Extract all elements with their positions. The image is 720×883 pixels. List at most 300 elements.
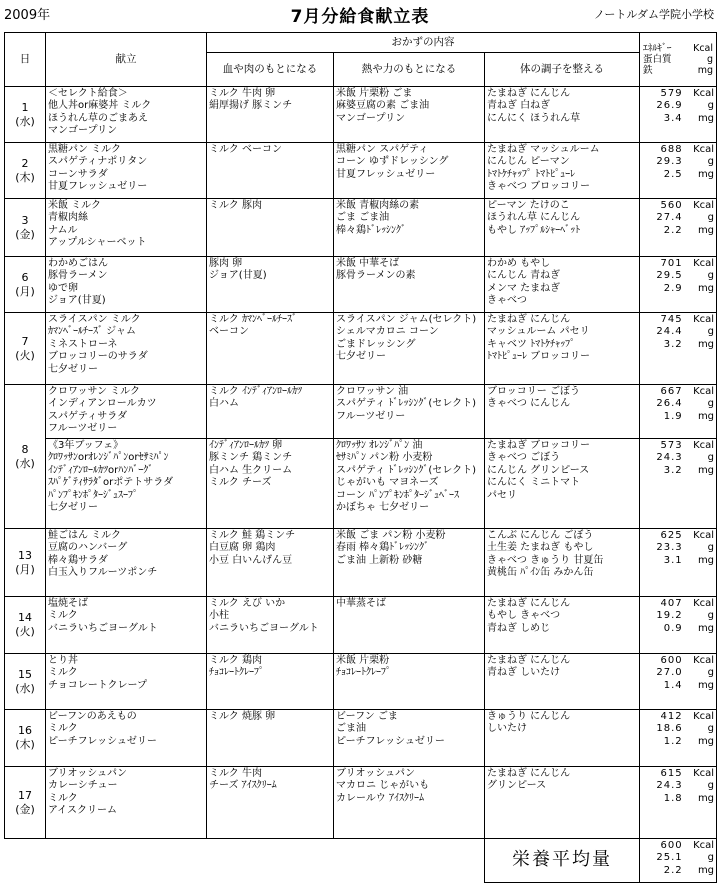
- blood-meat-cell-line: 白ハム: [209, 398, 239, 410]
- blood-meat-cell: [207, 199, 334, 257]
- iron-unit: mg: [697, 679, 715, 691]
- energy-unit: Kcal: [693, 144, 715, 155]
- day-weekday: (木): [15, 170, 35, 184]
- protein-unit: g: [707, 156, 715, 168]
- iron-value: 3.2: [663, 338, 683, 350]
- protein-value: 23.3: [656, 542, 683, 554]
- iron-value: 1.9: [663, 410, 683, 422]
- body-condition-cell: [485, 710, 640, 767]
- menu-cell-line: ビーフンのあえもの: [48, 711, 137, 722]
- heat-energy-cell-line: 棒々鶏ﾄﾞﾚｯｼﾝｸﾞ: [336, 224, 406, 236]
- iron-value: 3.1: [663, 554, 683, 566]
- heat-energy-cell: [334, 313, 485, 385]
- menu-cell: [46, 143, 207, 199]
- menu-cell-line: ミルク: [48, 610, 78, 622]
- body-condition-cell-line: ﾄﾏﾄｹﾁｬｯﾌﾟ ﾄﾏﾄﾋﾟｭｰﾚ: [487, 168, 576, 180]
- blood-meat-cell: [207, 710, 334, 767]
- heat-energy-cell-line: コーン ゆずドレッシング: [336, 156, 449, 168]
- blood-meat-cell-line: 小柱: [209, 610, 229, 622]
- nutrition-cell: [640, 199, 717, 257]
- menu-cell-line: スライスパン ミルク: [48, 314, 141, 325]
- iron-unit: mg: [697, 224, 715, 236]
- menu-cell-line: フルーツゼリー: [48, 423, 118, 435]
- nutrition-cell: [640, 597, 717, 654]
- body-condition-cell: [485, 767, 640, 839]
- menu-cell-line: クロワッサン ミルク: [48, 386, 140, 397]
- iron-unit: mg: [697, 792, 715, 804]
- menu-cell-line: アイスクリーム: [48, 805, 117, 817]
- heat-energy-cell-line: 甘夏フレッシュゼリー: [336, 168, 436, 180]
- menu-cell-line: ジョア(甘夏): [48, 295, 106, 307]
- table-row: [5, 313, 717, 385]
- iron-value: 3.2: [663, 464, 683, 476]
- heat-energy-cell-line: マンゴープリン: [336, 112, 406, 124]
- body-condition-cell-line: にんにく ミニトマト: [487, 477, 581, 489]
- body-condition-cell: [485, 143, 640, 199]
- day-date: 13: [18, 548, 32, 562]
- blood-meat-cell-line: バニラいちごヨーグルト: [209, 622, 319, 634]
- body-condition-cell-line: 青ねぎ しめじ: [487, 622, 551, 634]
- body-condition-cell: [485, 385, 640, 439]
- body-condition-cell-line: 黄桃缶 ﾊﾟｲﾝ缶 みかん缶: [487, 567, 594, 579]
- iron-unit: mg: [697, 464, 715, 476]
- menu-cell: [46, 257, 207, 313]
- day-date: 1: [21, 100, 29, 114]
- menu-cell-line: ミルク: [48, 723, 78, 735]
- body-condition-cell-line: きゃべつ きゅうり 甘夏缶: [487, 554, 604, 566]
- heat-energy-cell: [334, 143, 485, 199]
- day-cell: [5, 654, 46, 710]
- body-condition-cell-line: しいたけ: [487, 723, 527, 735]
- energy-unit: Kcal: [693, 768, 715, 779]
- protein-value: 24.4: [656, 326, 683, 338]
- body-condition-cell-line: たまねぎ マッシュルーム: [487, 144, 600, 155]
- protein-value: 25.1: [656, 852, 683, 864]
- day-date: 6: [21, 270, 29, 284]
- iron-value: 3.4: [663, 112, 683, 124]
- day-cell: [5, 257, 46, 313]
- menu-cell-line: ナムル: [48, 224, 78, 236]
- iron-unit: mg: [697, 622, 715, 634]
- body-condition-cell-line: きゃべつ にんじん: [487, 398, 571, 410]
- body-condition-cell-line: メンマ たまねぎ: [487, 282, 561, 294]
- body-condition-cell-line: にんじん グリンピース: [487, 464, 590, 476]
- protein-value: 27.0: [656, 667, 683, 679]
- menu-cell-line: スパゲティサラダ: [48, 410, 128, 422]
- menu-cell: [46, 313, 207, 385]
- average-row: [5, 839, 717, 883]
- heat-energy-cell-line: じゃがいも マヨネーズ: [336, 477, 439, 489]
- body-condition-cell-line: ブロッコリー ごぼう: [487, 386, 580, 397]
- heat-energy-cell: [334, 767, 485, 839]
- energy-unit: Kcal: [693, 655, 715, 666]
- energy-unit: Kcal: [693, 200, 715, 211]
- table-row: [5, 199, 717, 257]
- energy-value: 407: [660, 598, 683, 609]
- blood-meat-cell: [207, 654, 334, 710]
- body-condition-cell-line: こんぶ にんじん ごぼう: [487, 530, 594, 541]
- protein-unit: g: [707, 780, 715, 792]
- average-spacer: [5, 839, 485, 883]
- heat-energy-cell-line: マカロニ じゃがいも: [336, 780, 430, 792]
- body-condition-cell-line: 青ねぎ しいたけ: [487, 667, 561, 679]
- table-row: [5, 654, 717, 710]
- menu-cell: [46, 385, 207, 439]
- day-weekday: (金): [15, 802, 35, 816]
- energy-unit: Kcal: [693, 711, 715, 722]
- iron-unit: mg: [697, 282, 715, 294]
- menu-cell-line: カレーシチュー: [48, 780, 118, 792]
- heat-energy-cell-line: 中華蒸そば: [336, 598, 386, 609]
- day-cell: [5, 767, 46, 839]
- heat-energy-cell-line: フルーツゼリー: [336, 410, 406, 422]
- iron-value: 2.5: [663, 168, 683, 180]
- energy-value: 579: [660, 88, 683, 99]
- heat-energy-cell-line: クロワッサン 油: [336, 386, 409, 397]
- day-cell: [5, 710, 46, 767]
- heat-energy-cell-line: かぼちゃ 七夕ゼリー: [336, 501, 430, 513]
- body-condition-cell-line: わかめ もやし: [487, 258, 551, 269]
- heat-energy-cell-line: ﾁｮｺﾚｰﾄｸﾚｰﾌﾟ: [336, 667, 391, 679]
- day-weekday: (水): [15, 456, 35, 470]
- menu-cell: [46, 767, 207, 839]
- heat-energy-cell-line: シェルマカロニ コーン: [336, 326, 439, 338]
- menu-cell-line: ﾊﾟﾝﾌﾟｷﾝﾎﾟﾀｰｼﾞｭｽｰﾌﾟ: [48, 489, 138, 501]
- body-condition-cell-line: たまねぎ ブロッコリー: [487, 440, 590, 451]
- heat-energy-cell-line: コーン ﾊﾟﾝﾌﾟｷﾝﾎﾟﾀｰｼﾞｭﾍﾞｰｽ: [336, 489, 459, 501]
- iron-value: 2.9: [663, 282, 683, 294]
- protein-value: 19.2: [656, 610, 683, 622]
- body-condition-cell-line: きゃべつ ブロッコリー: [487, 181, 590, 193]
- col-header-nutrition: ｴﾈﾙｷﾞｰ Kcal 蛋白質 g 鉄 mg: [640, 33, 717, 87]
- blood-meat-cell: [207, 439, 334, 529]
- heat-energy-cell-line: 米飯 ごま パン粉 小麦粉: [336, 530, 446, 541]
- body-condition-cell: [485, 439, 640, 529]
- col-header-blood-meat: 血や肉のもとになる: [207, 53, 334, 87]
- menu-cell-line: 豚骨ラーメン: [48, 270, 108, 282]
- protein-value: 29.3: [656, 156, 683, 168]
- body-condition-cell-line: きゅうり にんじん: [487, 711, 571, 722]
- body-condition-cell-line: たまねぎ にんじん: [487, 768, 571, 779]
- day-weekday: (火): [15, 348, 35, 362]
- blood-meat-cell-line: ミルク 焼豚 卵: [209, 711, 276, 722]
- blood-meat-cell: [207, 385, 334, 439]
- menu-cell-line: 棒々鶏サラダ: [48, 554, 108, 566]
- protein-value: 24.3: [656, 452, 683, 464]
- school-name: ノートルダム学院小学校: [593, 8, 714, 21]
- menu-cell-line: 《3年ブッフェ》: [48, 440, 124, 451]
- protein-value: 26.4: [656, 398, 683, 410]
- menu-cell-line: チョコレートクレープ: [48, 679, 147, 691]
- heat-energy-cell-line: ブリオッシュパン: [336, 768, 415, 779]
- energy-unit: Kcal: [693, 258, 715, 269]
- nutrition-cell: [640, 654, 717, 710]
- page-title: 7月分給食献立表: [290, 7, 430, 27]
- protein-unit: g: [707, 100, 715, 112]
- day-date: 2: [21, 156, 29, 170]
- iron-value: 1.2: [663, 735, 683, 747]
- energy-unit: Kcal: [693, 840, 715, 851]
- body-condition-cell-line: ピーマン たけのこ: [487, 200, 570, 211]
- energy-value: 625: [660, 530, 683, 541]
- menu-cell: [46, 597, 207, 654]
- menu-cell-line: 塩焼そば: [48, 598, 88, 609]
- body-condition-cell-line: もやし きゃべつ: [487, 610, 561, 622]
- heat-energy-cell-line: ごまドレッシング: [336, 338, 416, 350]
- iron-unit: mg: [697, 112, 715, 124]
- day-weekday: (月): [15, 284, 35, 298]
- body-condition-cell-line: キャベツ ﾄﾏﾄｹﾁｬｯﾌﾟ: [487, 338, 576, 350]
- blood-meat-cell: [207, 767, 334, 839]
- energy-unit: Kcal: [693, 314, 715, 325]
- blood-meat-cell-line: ミルク 牛肉: [209, 768, 262, 779]
- blood-meat-cell-line: 小豆 白いんげん豆: [209, 554, 293, 566]
- table-row: [5, 529, 717, 597]
- heat-energy-cell: [334, 710, 485, 767]
- table-row: [5, 385, 717, 439]
- body-condition-cell-line: マッシュルーム パセリ: [487, 326, 590, 338]
- menu-cell-line: ｶﾏﾝﾍﾞｰﾙﾁｰｽﾞ ジャム: [48, 326, 136, 338]
- menu-cell-line: 白玉入りフルーツポンチ: [48, 567, 158, 579]
- body-condition-cell-line: パセリ: [487, 489, 517, 501]
- day-date: 15: [18, 667, 32, 681]
- body-condition-cell-line: にんにく ほうれん草: [487, 112, 581, 124]
- nutrition-cell: [640, 529, 717, 597]
- menu-cell-line: コーンサラダ: [48, 168, 108, 180]
- body-condition-cell-line: たまねぎ にんじん: [487, 598, 571, 609]
- menu-cell-line: ｽﾊﾟｹﾞﾃｨｻﾗﾀﾞorポテトサラダ: [48, 477, 174, 489]
- iron-unit: mg: [697, 735, 715, 747]
- heat-energy-cell-line: ごま油: [336, 723, 366, 735]
- col-header-menu: 献立: [46, 33, 207, 87]
- heat-energy-cell-line: スパゲティ ﾄﾞﾚｯｼﾝｸﾞ(セレクト): [336, 398, 476, 410]
- heat-energy-cell-line: 米飯 青椒肉絲の素: [336, 200, 420, 211]
- protein-unit: g: [707, 212, 715, 224]
- day-date: 8: [21, 442, 29, 456]
- energy-value: 701: [660, 258, 683, 269]
- menu-cell-line: インディアンロールカツ: [48, 398, 157, 410]
- menu-cell-line: スパゲティナポリタン: [48, 156, 148, 168]
- iron-unit: mg: [697, 410, 715, 422]
- protein-unit: g: [707, 326, 715, 338]
- heat-energy-cell-line: ビーフン ごま: [336, 711, 398, 722]
- iron-value: 1.4: [663, 679, 683, 691]
- body-condition-cell-line: もやし ｱｯﾌﾟﾙｼｬｰﾍﾞｯﾄ: [487, 224, 581, 236]
- heat-energy-cell: [334, 597, 485, 654]
- blood-meat-cell: [207, 529, 334, 597]
- heat-energy-cell: [334, 654, 485, 710]
- menu-cell: [46, 439, 207, 529]
- iron-value: 2.2: [663, 864, 683, 876]
- nutrition-cell: [640, 839, 717, 883]
- iron-value: 0.9: [663, 622, 683, 634]
- blood-meat-cell-line: ミルク 豚肉: [209, 200, 262, 211]
- protein-unit: g: [707, 852, 715, 864]
- day-cell: [5, 385, 46, 529]
- menu-cell-line: 七夕ゼリー: [48, 363, 98, 375]
- col-header-heat-energy: 熱や力のもとになる: [334, 53, 485, 87]
- blood-meat-cell-line: 白豆腐 卵 鶏肉: [209, 542, 276, 554]
- nutrition-cell: [640, 313, 717, 385]
- blood-meat-cell-line: ミルク 鮭 鶏ミンチ: [209, 530, 296, 541]
- day-date: 17: [18, 788, 32, 802]
- protein-value: 29.5: [656, 270, 683, 282]
- blood-meat-cell-line: ジョア(甘夏): [209, 270, 267, 282]
- year-label: 2009年: [4, 8, 51, 23]
- table-row: [5, 257, 717, 313]
- iron-unit: mg: [697, 864, 715, 876]
- menu-cell-line: 青椒肉絲: [48, 212, 88, 224]
- body-condition-cell-line: たまねぎ にんじん: [487, 655, 571, 666]
- iron-unit: mg: [697, 338, 715, 350]
- blood-meat-cell-line: ミルク ｶﾏﾝﾍﾞｰﾙﾁｰｽﾞ: [209, 314, 297, 325]
- menu-cell-line: ゆで卵: [48, 282, 78, 294]
- blood-meat-cell-line: 白ハム 生クリーム: [209, 464, 293, 476]
- protein-unit: g: [707, 610, 715, 622]
- day-cell: [5, 143, 46, 199]
- day-date: 3: [21, 213, 29, 227]
- heat-energy-cell-line: 春雨 棒々鶏ﾄﾞﾚｯｼﾝｸﾞ: [336, 542, 430, 554]
- body-condition-cell-line: 青ねぎ 白ねぎ: [487, 100, 551, 112]
- day-cell: [5, 597, 46, 654]
- protein-unit: g: [707, 723, 715, 735]
- nutrition-cell: [640, 143, 717, 199]
- col-header-day: 日: [5, 33, 46, 87]
- energy-value: 745: [660, 314, 683, 325]
- protein-value: 18.6: [656, 723, 683, 735]
- menu-cell-line: ブリオッシュパン: [48, 768, 127, 779]
- blood-meat-cell-line: ミルク ｲﾝﾃﾞｨｱﾝﾛｰﾙｶﾂ: [209, 386, 302, 397]
- heat-energy-cell-line: ごま油 上新粉 砂糖: [336, 554, 423, 566]
- day-weekday: (火): [15, 625, 35, 638]
- heat-energy-cell-line: ｾｻﾐﾊﾟﾝ パン粉 小麦粉: [336, 452, 433, 464]
- body-condition-cell-line: にんじん ピーマン: [487, 156, 570, 168]
- col-header-body-condition: 体の調子を整える: [485, 53, 640, 87]
- menu-cell: [46, 199, 207, 257]
- day-weekday: (水): [15, 681, 35, 695]
- day-cell: [5, 529, 46, 597]
- blood-meat-cell-line: ミルク チーズ: [209, 477, 272, 489]
- table-row: [5, 710, 717, 767]
- blood-meat-cell-line: ミルク 牛肉 卵: [209, 88, 276, 99]
- energy-unit: Kcal: [693, 386, 715, 397]
- heat-energy-cell: [334, 439, 485, 529]
- menu-cell: [46, 87, 207, 143]
- day-date: 14: [18, 611, 32, 624]
- blood-meat-cell-line: ｲﾝﾃﾞｨｱﾝﾛｰﾙｶﾂ 卵: [209, 440, 283, 451]
- menu-cell-line: ｲﾝﾃﾞｨｱﾝﾛｰﾙｶﾂorﾊﾝﾊﾞｰｸﾞ: [48, 464, 154, 476]
- blood-meat-cell: [207, 143, 334, 199]
- iron-unit: mg: [697, 168, 715, 180]
- energy-value: 688: [660, 144, 683, 155]
- body-condition-cell-line: グリンピース: [487, 780, 547, 792]
- energy-value: 560: [660, 200, 683, 211]
- heat-energy-cell-line: 麻婆豆腐の素 ごま油: [336, 100, 430, 112]
- menu-cell-line: 七夕ゼリー: [48, 501, 98, 513]
- table-row: [5, 143, 717, 199]
- heat-energy-cell: [334, 87, 485, 143]
- protein-value: 26.9: [656, 100, 683, 112]
- heat-energy-cell: [334, 529, 485, 597]
- blood-meat-cell: [207, 313, 334, 385]
- heat-energy-cell: [334, 199, 485, 257]
- protein-unit: g: [707, 398, 715, 410]
- menu-cell-line: 鮭ごはん ミルク: [48, 530, 121, 541]
- menu-cell: [46, 529, 207, 597]
- menu-cell-line: 米飯 ミルク: [48, 200, 101, 211]
- energy-value: 600: [660, 655, 683, 666]
- menu-cell: [46, 654, 207, 710]
- average-label: 栄養平均量: [485, 839, 640, 883]
- blood-meat-cell-line: 絹厚揚げ 豚ミンチ: [209, 100, 293, 112]
- heat-energy-cell-line: スパゲティ ﾄﾞﾚｯｼﾝｸﾞ(セレクト): [336, 464, 476, 476]
- table-row: [5, 767, 717, 839]
- protein-unit: g: [707, 270, 715, 282]
- day-cell: [5, 313, 46, 385]
- day-weekday: (月): [15, 562, 35, 576]
- iron-value: 2.2: [663, 224, 683, 236]
- iron-unit: mg: [697, 554, 715, 566]
- heat-energy-cell-line: 豚骨ラーメンの素: [336, 270, 416, 282]
- day-date: 7: [21, 334, 29, 348]
- heat-energy-cell-line: 米飯 中華そば: [336, 258, 400, 269]
- blood-meat-cell-line: 豚肉 卵: [209, 258, 243, 269]
- menu-cell: [46, 710, 207, 767]
- energy-unit: Kcal: [693, 598, 715, 609]
- energy-value: 600: [660, 840, 683, 851]
- table-row: [5, 87, 717, 143]
- protein-value: 24.3: [656, 780, 683, 792]
- body-condition-cell-line: ほうれん草 にんじん: [487, 212, 581, 224]
- heat-energy-cell-line: 米飯 片栗粉: [336, 655, 390, 666]
- menu-table: [4, 32, 717, 883]
- nutrition-cell: [640, 767, 717, 839]
- nutrition-cell: [640, 385, 717, 439]
- body-condition-cell-line: きゃべつ ごぼう: [487, 452, 561, 464]
- energy-value: 615: [660, 768, 683, 779]
- menu-cell-line: ブロッコリーのサラダ: [48, 351, 148, 363]
- menu-cell-line: 黒糖パン ミルク: [48, 144, 121, 155]
- nutrition-cell: [640, 710, 717, 767]
- menu-cell-line: 甘夏フレッシュゼリー: [48, 181, 148, 193]
- menu-cell-line: ＜セレクト給食＞: [48, 88, 128, 99]
- table-row: [5, 439, 717, 529]
- energy-unit: Kcal: [693, 440, 715, 451]
- heat-energy-cell-line: ｸﾛﾜｯｻﾝ ｵﾚﾝｼﾞﾊﾟﾝ 油: [336, 440, 423, 451]
- energy-value: 667: [660, 386, 683, 397]
- nutrition-cell: [640, 87, 717, 143]
- heat-energy-cell-line: ピーチフレッシュゼリー: [336, 735, 445, 747]
- heat-energy-cell: [334, 385, 485, 439]
- energy-value: 573: [660, 440, 683, 451]
- body-condition-cell: [485, 257, 640, 313]
- blood-meat-cell-line: ﾁｮｺﾚｰﾄｸﾚｰﾌﾟ: [209, 667, 264, 679]
- menu-cell-line: ミネストローネ: [48, 338, 118, 350]
- menu-cell-line: とり丼: [48, 655, 78, 666]
- protein-unit: g: [707, 542, 715, 554]
- heat-energy-cell-line: ごま ごま油: [336, 212, 390, 224]
- body-condition-cell: [485, 199, 640, 257]
- menu-cell-line: わかめごはん: [48, 258, 108, 269]
- heat-energy-cell: [334, 257, 485, 313]
- body-condition-cell-line: にんじん 青ねぎ: [487, 270, 561, 282]
- table-row: [5, 597, 717, 654]
- body-condition-cell-line: 土生姜 たまねぎ もやし: [487, 542, 594, 554]
- blood-meat-cell: [207, 257, 334, 313]
- energy-unit: Kcal: [693, 88, 715, 99]
- body-condition-cell: [485, 313, 640, 385]
- menu-cell-line: ほうれん草のごまあえ: [48, 112, 148, 124]
